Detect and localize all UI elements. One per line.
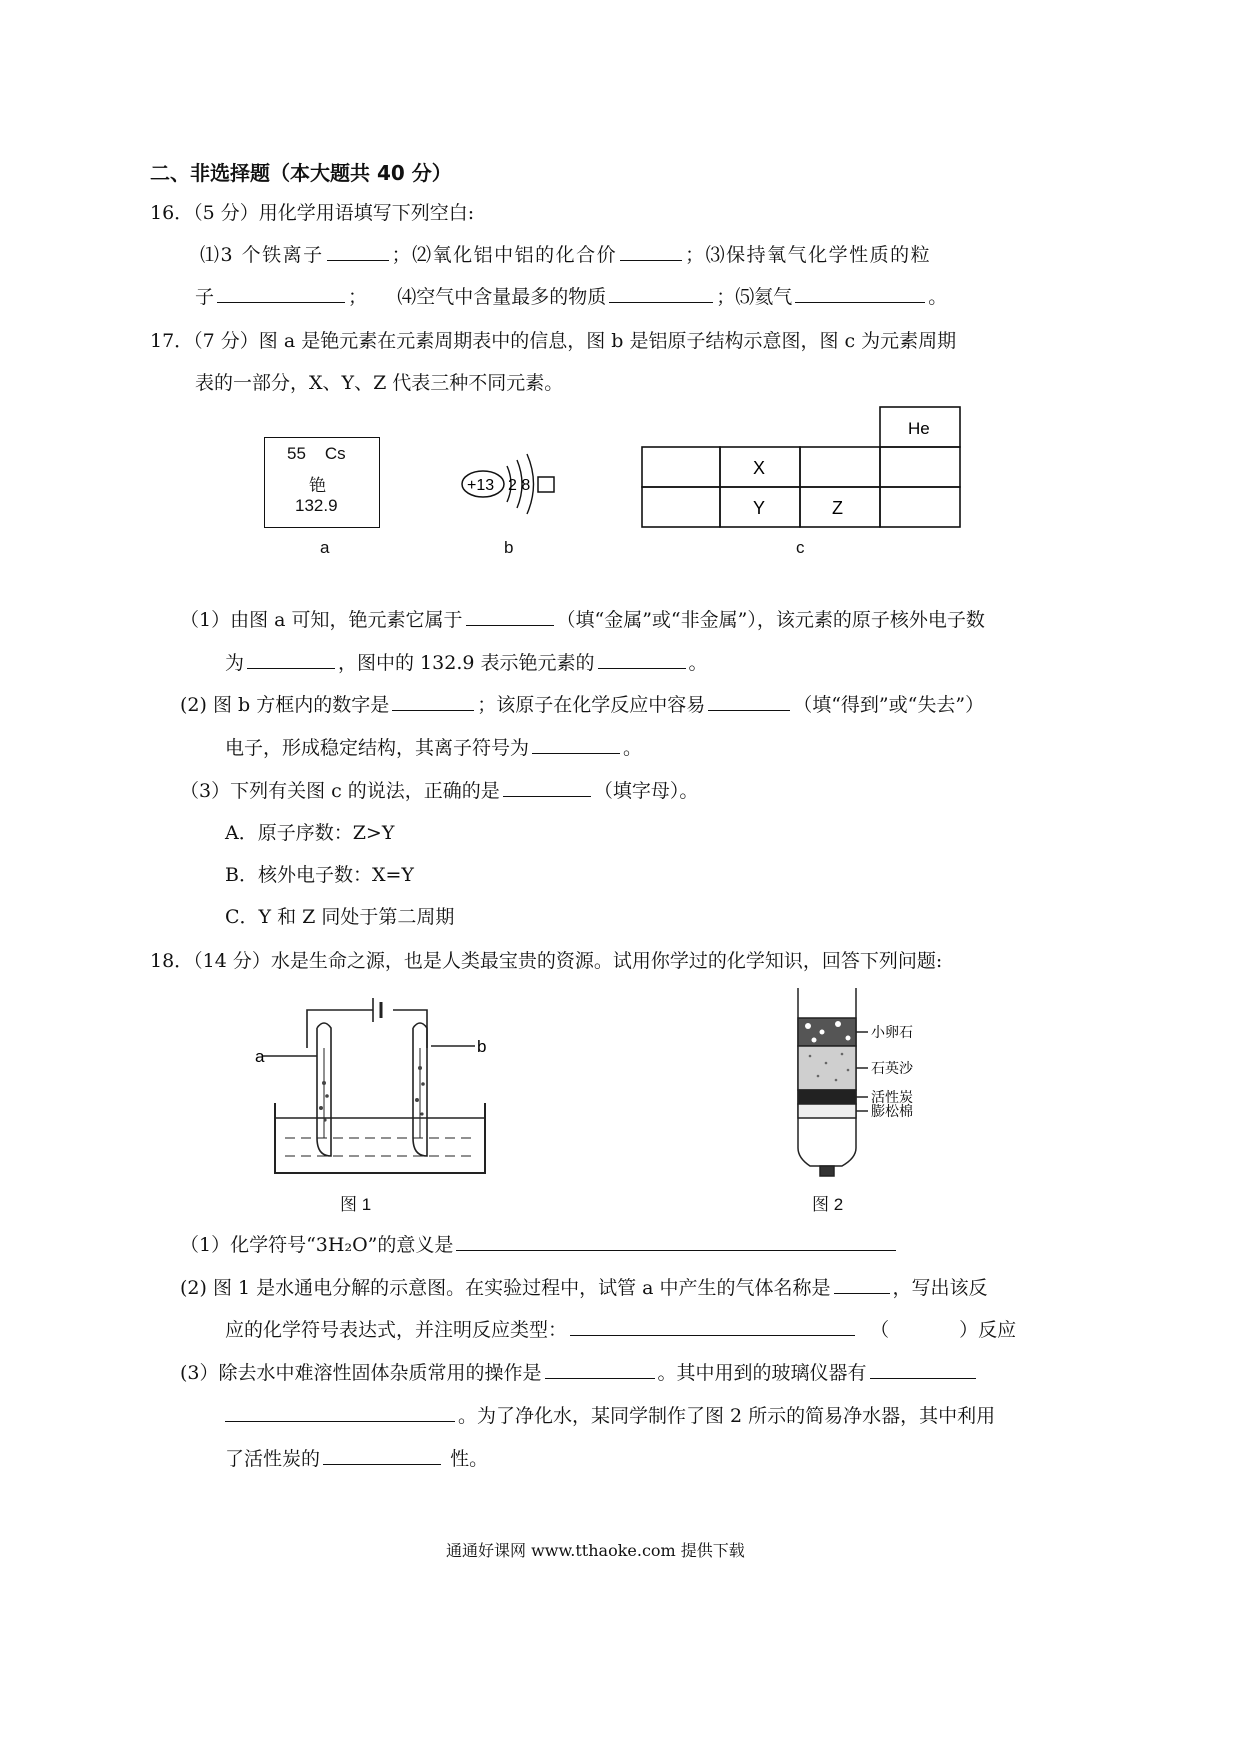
pebble-layer: [798, 1018, 856, 1046]
answer-blank[interactable]: [795, 284, 925, 303]
q18-p3-line1: [180, 1360, 979, 1386]
q17-p2-line1: [180, 692, 984, 718]
q17-p1-text-4: ，图中的 132.9 表示铯元素的: [338, 652, 595, 674]
q18-p1-line: [180, 1232, 899, 1258]
figure-2-caption: 图 2: [812, 1195, 844, 1214]
q16-line1: [200, 242, 931, 268]
figure-2-water-purifier: [790, 988, 960, 1178]
figure-a-element-card: [264, 437, 380, 528]
y-label: Y: [753, 498, 766, 518]
cotton-label: 膨松棉: [871, 1103, 913, 1119]
sand-label: 石英沙: [871, 1060, 913, 1076]
z-label: Z: [832, 498, 843, 518]
q18-p3-end: 性。: [450, 1448, 489, 1470]
answer-blank[interactable]: [870, 1360, 976, 1379]
answer-blank[interactable]: [456, 1232, 896, 1251]
answer-blank[interactable]: [466, 607, 554, 626]
q18-p2-paren-open: （: [870, 1319, 890, 1341]
figure-b-caption: b: [504, 538, 514, 557]
answer-blank[interactable]: [503, 778, 591, 797]
answer-blank[interactable]: [609, 284, 713, 303]
answer-blank[interactable]: [217, 284, 345, 303]
section-title: 二、非选择题（本大题共 40 分）: [150, 161, 452, 185]
q16-item3-end: 子: [195, 286, 215, 308]
q17-option-c: C．Y 和 Z 同处于第二周期: [225, 906, 455, 928]
element-name: 铯: [309, 476, 326, 496]
q18-p3-line3: [225, 1446, 488, 1472]
carbon-layer: [798, 1090, 856, 1104]
q17-head-1: 17．（7 分）图 a 是铯元素在元素周期表中的信息，图 b 是铝原子结构示意图，图 c 为元素周期: [150, 330, 957, 352]
q17-p1-end: 。: [688, 652, 708, 674]
answer-blank[interactable]: [323, 1446, 441, 1465]
sand-layer: [798, 1046, 856, 1090]
q18-p3-text-2: 。其中用到的玻璃仪器有: [657, 1362, 867, 1384]
q18-p3-text-3: 。为了净化水，某同学制作了图 2 所示的简易净水器，其中利用: [458, 1405, 996, 1427]
q18-p3-line2: [225, 1403, 995, 1429]
tube-a-label: a: [255, 1047, 265, 1066]
figure-a-caption: a: [320, 538, 330, 557]
figure-1-caption: 图 1: [340, 1195, 372, 1214]
atomic-number: 55: [287, 444, 306, 463]
q17-p1-text-3: 为: [225, 652, 245, 674]
figure-c-periodic-table: [640, 405, 970, 530]
q18-head: 18．（14 分）水是生命之源，也是人类最宝贵的资源。试用你学过的化学知识，回答下列问题:: [150, 950, 943, 972]
answer-blank[interactable]: [834, 1275, 890, 1294]
q16-sep: ；: [348, 286, 368, 308]
nucleus-charge: +13: [467, 477, 495, 494]
atomic-mass: 132.9: [295, 496, 338, 515]
q17-option-b: B．核外电子数：X=Y: [225, 864, 414, 886]
figure-c-caption: c: [796, 538, 805, 557]
pebble-label: 小卵石: [871, 1024, 913, 1040]
carbon-label: 活性炭: [871, 1089, 913, 1105]
answer-blank[interactable]: [598, 650, 686, 669]
q16-head: 16．（5 分）用化学用语填写下列空白:: [150, 202, 475, 224]
q17-p3-text: （3）下列有关图 c 的说法，正确的是: [180, 780, 500, 802]
q17-p1-line2: [225, 650, 708, 676]
wire-right: [393, 1010, 427, 1048]
x-label: X: [753, 458, 766, 478]
q16-item3-text: ；⑶保持氧气化学性质的粒: [685, 244, 932, 266]
he-label: He: [908, 419, 930, 438]
q18-p2-text: (2) 图 1 是水通电分解的示意图。在实验过程中，试管 a 中产生的气体名称是: [180, 1277, 831, 1299]
figure-b-atom-structure: [455, 448, 565, 518]
q17-p1-text-2: （填“金属”或“非金属”），该元素的原子核外电子数: [556, 609, 985, 631]
answer-blank[interactable]: [620, 242, 682, 261]
q17-option-a: A．原子序数：Z>Y: [225, 822, 395, 844]
q17-p2-text-3: （填“得到”或“失去”）: [793, 694, 985, 716]
q17-p2-line2: [225, 735, 642, 761]
answer-blank[interactable]: [392, 692, 474, 711]
q18-p1-text: （1）化学符号“3H₂O”的意义是: [180, 1234, 454, 1256]
answer-blank[interactable]: [247, 650, 335, 669]
q18-p2-text-2: ，写出该反: [892, 1277, 988, 1299]
q17-head-2: 表的一部分，X、Y、Z 代表三种不同元素。: [195, 372, 564, 394]
answer-blank[interactable]: [570, 1317, 855, 1336]
answer-blank[interactable]: [225, 1403, 455, 1422]
answer-blank[interactable]: [327, 242, 389, 261]
unknown-box: [538, 477, 554, 492]
q16-line2: [195, 284, 947, 310]
q18-p2-line2: [225, 1317, 1016, 1343]
shell-electrons: 2 8: [508, 477, 531, 494]
q18-p2-line1: [180, 1275, 988, 1301]
tube-b-label: b: [477, 1037, 487, 1056]
q17-p2-end: 。: [623, 737, 643, 759]
q17-p2-text-4: 电子，形成稳定结构，其离子符号为: [225, 737, 530, 759]
q16-end: 。: [928, 286, 948, 308]
q17-p3-text-2: （填字母）。: [593, 780, 699, 802]
page-footer: 通通好课网 www.tthaoke.com 提供下载: [446, 1541, 745, 1560]
q16-item4-text: ⑷空气中含量最多的物质: [397, 286, 607, 308]
element-symbol: Cs: [324, 444, 346, 463]
q18-p3-text-4: 了活性炭的: [225, 1448, 321, 1470]
answer-blank[interactable]: [545, 1360, 655, 1379]
q16-item2-text: ；⑵氧化铝中铝的化合价: [391, 244, 618, 266]
outlet-tap: [820, 1166, 834, 1176]
q17-p3-line: [180, 778, 698, 804]
q17-p2-text-2: ；该原子在化学反应中容易: [477, 694, 706, 716]
answer-blank[interactable]: [532, 735, 620, 754]
q17-p1-line1: [180, 607, 985, 633]
q16-item5-text: ；⑸氦气: [716, 286, 793, 308]
cotton-layer: [798, 1104, 856, 1118]
q18-p2-paren-close: ）反应: [959, 1319, 1017, 1341]
q18-p3-text: (3）除去水中难溶性固体杂质常用的操作是: [180, 1362, 542, 1384]
q18-p2-text-3: 应的化学符号表达式，并注明反应类型：: [225, 1319, 568, 1341]
q16-item1-text: ⑴3 个铁离子: [200, 244, 324, 266]
figure-1-electrolysis: [255, 988, 505, 1183]
q17-p1-text: （1）由图 a 可知，铯元素它属于: [180, 609, 463, 631]
answer-blank[interactable]: [708, 692, 790, 711]
q17-p2-text: (2) 图 b 方框内的数字是: [180, 694, 390, 716]
